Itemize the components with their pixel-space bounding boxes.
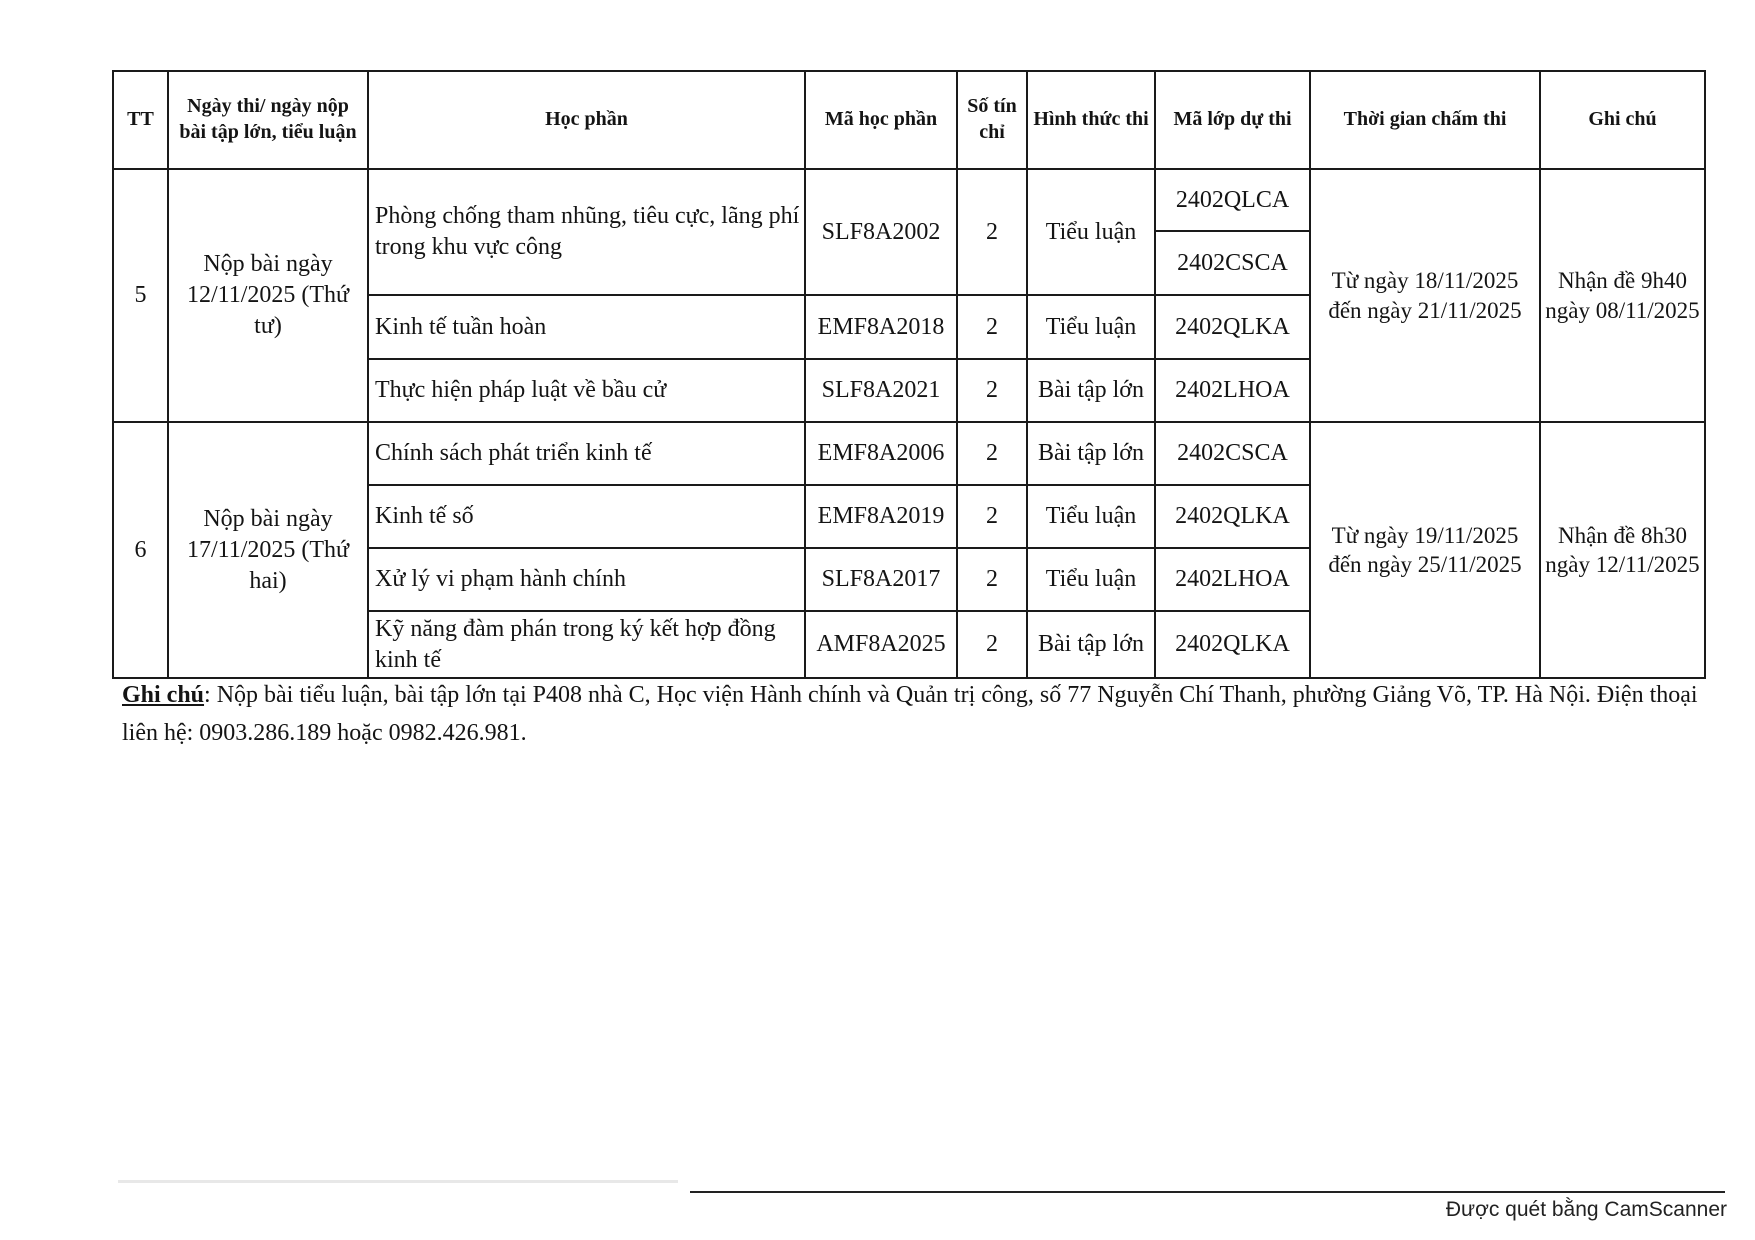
course-credits: 2 bbox=[957, 485, 1027, 548]
group-date: Nộp bài ngày 12/11/2025 (Thứ tư) bbox=[168, 169, 368, 422]
course-form: Tiểu luận bbox=[1027, 169, 1155, 295]
course-credits: 2 bbox=[957, 169, 1027, 295]
course-name: Kinh tế tuần hoàn bbox=[368, 295, 805, 359]
course-code: EMF8A2019 bbox=[805, 485, 957, 548]
header-row bbox=[113, 71, 1705, 169]
course-form: Tiểu luận bbox=[1027, 548, 1155, 611]
group-tt: 5 bbox=[113, 169, 168, 422]
course-code: EMF8A2006 bbox=[805, 422, 957, 485]
header-tt: TT bbox=[113, 71, 168, 169]
class-code: 2402QLKA bbox=[1155, 611, 1310, 678]
table-row bbox=[113, 422, 1705, 485]
course-name: Xử lý vi phạm hành chính bbox=[368, 548, 805, 611]
table-row bbox=[113, 169, 1705, 231]
class-code: 2402CSCA bbox=[1155, 422, 1310, 485]
course-credits: 2 bbox=[957, 359, 1027, 422]
scan-artifact bbox=[118, 1180, 678, 1183]
scanner-watermark: Được quét bằng CamScanner bbox=[1445, 1198, 1727, 1221]
course-form: Bài tập lớn bbox=[1027, 422, 1155, 485]
class-code: 2402QLKA bbox=[1155, 485, 1310, 548]
header-date: Ngày thi/ ngày nộp bài tập lớn, tiểu luận bbox=[168, 71, 368, 169]
group-date: Nộp bài ngày 17/11/2025 (Thứ hai) bbox=[168, 422, 368, 678]
course-code: EMF8A2018 bbox=[805, 295, 957, 359]
course-credits: 2 bbox=[957, 422, 1027, 485]
header-class: Mã lớp dự thi bbox=[1155, 71, 1310, 169]
course-name: Kinh tế số bbox=[368, 485, 805, 548]
course-form: Tiểu luận bbox=[1027, 295, 1155, 359]
course-name: Thực hiện pháp luật về bầu cử bbox=[368, 359, 805, 422]
header-credits: Số tín chỉ bbox=[957, 71, 1027, 169]
footer-divider bbox=[690, 1191, 1725, 1193]
course-credits: 2 bbox=[957, 611, 1027, 678]
footnote-text: : Nộp bài tiểu luận, bài tập lớn tại P408 nhà C, Học viện Hành chính và Quản trị công, số 77 Nguyễn Chí Thanh, phường Giảng Võ, TP. Hà Nội. Điện thoại liên hệ: 0903.286.189 hoặc 0982.426.981. bbox=[122, 682, 1698, 746]
class-code: 2402LHOA bbox=[1155, 359, 1310, 422]
course-code: AMF8A2025 bbox=[805, 611, 957, 678]
course-credits: 2 bbox=[957, 295, 1027, 359]
class-code: 2402QLCA bbox=[1155, 169, 1310, 231]
header-code: Mã học phần bbox=[805, 71, 957, 169]
course-name: Kỹ năng đàm phán trong ký kết hợp đồng kinh tế bbox=[368, 611, 805, 678]
course-credits: 2 bbox=[957, 548, 1027, 611]
course-code: SLF8A2002 bbox=[805, 169, 957, 295]
course-form: Bài tập lớn bbox=[1027, 611, 1155, 678]
class-code: 2402QLKA bbox=[1155, 295, 1310, 359]
footnote bbox=[122, 676, 1702, 752]
course-name: Chính sách phát triển kinh tế bbox=[368, 422, 805, 485]
footnote-label: Ghi chú bbox=[122, 682, 205, 708]
header-course: Học phần bbox=[368, 71, 805, 169]
group-note: Nhận đề 8h30 ngày 12/11/2025 bbox=[1540, 422, 1705, 678]
course-form: Tiểu luận bbox=[1027, 485, 1155, 548]
class-code: 2402CSCA bbox=[1155, 231, 1310, 295]
group-grading: Từ ngày 18/11/2025 đến ngày 21/11/2025 bbox=[1310, 169, 1540, 422]
group-note: Nhận đề 9h40 ngày 08/11/2025 bbox=[1540, 169, 1705, 422]
group-grading: Từ ngày 19/11/2025 đến ngày 25/11/2025 bbox=[1310, 422, 1540, 678]
header-grading: Thời gian chấm thi bbox=[1310, 71, 1540, 169]
group-tt: 6 bbox=[113, 422, 168, 678]
header-form: Hình thức thi bbox=[1027, 71, 1155, 169]
course-form: Bài tập lớn bbox=[1027, 359, 1155, 422]
course-code: SLF8A2017 bbox=[805, 548, 957, 611]
header-note: Ghi chú bbox=[1540, 71, 1705, 169]
course-name: Phòng chống tham nhũng, tiêu cực, lãng phí trong khu vực công bbox=[368, 169, 805, 295]
class-code: 2402LHOA bbox=[1155, 548, 1310, 611]
course-code: SLF8A2021 bbox=[805, 359, 957, 422]
exam-schedule-table bbox=[112, 70, 1706, 679]
